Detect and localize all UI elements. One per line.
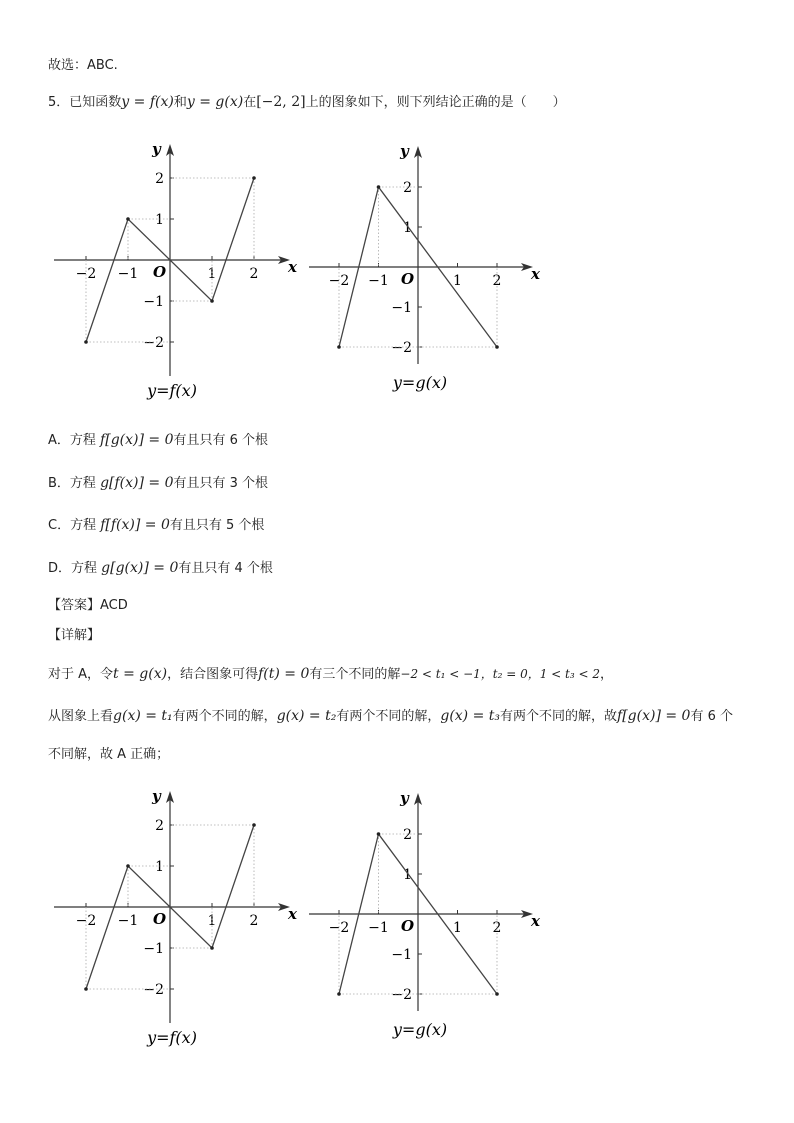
graph-f-bottom-x-label: x <box>288 905 297 923</box>
stem-interval: [−2, 2] <box>256 94 306 110</box>
option-a <box>48 430 268 451</box>
graph-g-top-caption: y=g(x) <box>392 373 448 392</box>
graph-f-bottom <box>50 785 295 1055</box>
detail-l2-eq4: f[g(x)] = 0 <box>617 708 691 724</box>
graph-f-bottom-vertex-point <box>126 864 130 868</box>
graph-f-bottom-origin-label: O <box>153 910 167 928</box>
graph-f-bottom-y-tick-label: 2 <box>155 818 164 834</box>
detail-l1-text-c: 有三个不同的解 <box>309 667 401 682</box>
detail-line-1 <box>48 664 613 685</box>
graph-f-top-x-tick-label: −2 <box>75 266 97 282</box>
option-c-label: C．方程 <box>48 518 97 533</box>
option-a-label: A．方程 <box>48 433 96 448</box>
graph-f-bottom-y-tick-label: −2 <box>143 982 164 998</box>
option-d-text: 有且只有 4 个根 <box>178 561 273 576</box>
graph-f-bottom-x-tick-label: −1 <box>117 913 139 929</box>
option-d-expr: g[g(x)] = 0 <box>101 560 179 576</box>
graph-g-bottom <box>305 787 540 1042</box>
detail-l2-eq3: g(x) = t₃ <box>440 708 501 724</box>
detail-l1-text-d: ， <box>600 667 614 682</box>
stem-text-3: 在 <box>243 95 257 110</box>
graph-f-top-vertex-point <box>252 176 256 180</box>
previous-answer: 故选：ABC. <box>48 58 118 73</box>
option-c-expr: f[f(x)] = 0 <box>100 517 170 533</box>
graph-g-top-vertex-point <box>337 345 341 349</box>
detail-l2-text-b: 有两个不同的解， <box>172 709 277 724</box>
detail-l2-eq2: g(x) = t₂ <box>276 708 337 724</box>
graph-f-top-vertex-point <box>126 217 130 221</box>
graph-g-top-x-label: x <box>531 265 540 283</box>
graph-g-bottom-x-tick-label: −2 <box>328 920 350 936</box>
answer: 【答案】ACD <box>48 598 128 613</box>
detail-l2-text-c: 有两个不同的解， <box>336 709 441 724</box>
graph-g-bottom-x-tick-label: −1 <box>368 920 389 936</box>
graph-g-bottom-caption: y=g(x) <box>392 1020 448 1039</box>
detail-l1-eq1: t = g(x) <box>113 666 168 682</box>
detail-l2-text-d: 有两个不同的解，故 <box>500 709 618 724</box>
detail-heading: 【详解】 <box>48 628 101 643</box>
graph-g-bottom-y-tick-label: −1 <box>391 947 412 963</box>
graph-f-top-y-tick-label: 2 <box>155 171 164 187</box>
graph-g-bottom-vertex-point <box>337 992 341 996</box>
graph-g-bottom-x-tick-label: 2 <box>492 920 502 936</box>
graph-g-bottom-y-tick-label: 1 <box>403 867 412 883</box>
graph-g-top-x-tick-label: 2 <box>492 273 502 289</box>
option-a-expr: f[g(x)] = 0 <box>100 432 174 448</box>
option-c <box>48 515 264 536</box>
graph-g-bottom-origin-label: O <box>401 917 415 935</box>
question-stem <box>48 92 566 113</box>
graph-f-top-y-label: y <box>152 140 161 158</box>
graph-f-top-y-tick-label: −2 <box>143 335 164 351</box>
option-b-expr: g[f(x)] = 0 <box>100 475 174 491</box>
graph-g-top-origin-label: O <box>401 270 415 288</box>
graph-f-top-x-tick-label: 1 <box>207 266 217 282</box>
detail-l1-text-b: ，结合图象可得 <box>167 667 259 682</box>
option-b-text: 有且只有 3 个根 <box>173 476 269 491</box>
graph-g-top-x-tick-label: −2 <box>328 273 350 289</box>
graph-f-top-caption: y=f(x) <box>147 381 197 400</box>
graph-f-top-x-tick-label: −1 <box>117 266 139 282</box>
question-number: 5． <box>48 95 70 110</box>
detail-l2-text-a: 从图象上看 <box>48 709 114 724</box>
graph-f-bottom-caption: y=f(x) <box>147 1028 197 1047</box>
stem-eq-g: y = g(x) <box>186 94 244 110</box>
option-c-text: 有且只有 5 个根 <box>169 518 265 533</box>
graph-g-bottom-y-label: y <box>400 789 409 807</box>
detail-l2-text-e: 有 6 个 <box>690 709 734 724</box>
detail-line-3: 不同解，故 A 正确； <box>48 747 170 762</box>
graph-g-top-y-label: y <box>400 142 409 160</box>
graph-f-bottom-y-label: y <box>152 787 161 805</box>
graph-g-top <box>305 140 540 395</box>
stem-text-4: 上的图象如下，则下列结论正确的是（ ） <box>305 95 566 110</box>
graph-f-bottom-vertex-point <box>252 823 256 827</box>
detail-l1-eq3: −2 < t₁ < −1，t₂ = 0，1 < t₃ < 2 <box>400 667 600 681</box>
option-b <box>48 473 268 494</box>
detail-l1-eq2: f(t) = 0 <box>258 666 310 682</box>
option-a-text: 有且只有 6 个根 <box>173 433 269 448</box>
graph-f-top-vertex-point <box>84 340 88 344</box>
option-d <box>48 558 273 579</box>
option-d-label: D．方程 <box>48 561 98 576</box>
graph-f-top-x-label: x <box>288 258 297 276</box>
graph-g-top-y-tick-label: −1 <box>391 300 412 316</box>
graph-g-bottom-x-tick-label: 1 <box>453 920 462 936</box>
graph-f-top-y-tick-label: 1 <box>155 212 164 228</box>
graph-f-bottom-vertex-point <box>84 987 88 991</box>
graph-g-top-vertex-point <box>377 185 381 189</box>
graph-f-bottom-vertex-point <box>210 946 214 950</box>
graph-g-bottom-y-tick-label: −2 <box>391 987 412 1003</box>
graph-f-bottom-x-tick-label: 2 <box>249 913 259 929</box>
graph-g-top-y-tick-label: 1 <box>403 220 412 236</box>
graph-g-bottom-vertex-point <box>495 992 499 996</box>
graph-g-bottom-vertex-point <box>377 832 381 836</box>
stem-text-2: 和 <box>173 95 187 110</box>
graph-g-top-y-tick-label: 2 <box>403 180 412 196</box>
graph-g-top-vertex-point <box>495 345 499 349</box>
graph-g-top-x-tick-label: −1 <box>368 273 389 289</box>
detail-l1-text-a: 对于 A，令 <box>48 667 114 682</box>
graph-f-top <box>50 138 295 408</box>
graph-f-top-x-tick-label: 2 <box>249 266 259 282</box>
graph-f-bottom-y-tick-label: 1 <box>155 859 164 875</box>
graph-g-top-y-tick-label: −2 <box>391 340 412 356</box>
option-b-label: B．方程 <box>48 476 96 491</box>
graph-f-bottom-x-tick-label: 1 <box>207 913 217 929</box>
graph-f-top-vertex-point <box>210 299 214 303</box>
graph-f-top-origin-label: O <box>153 263 167 281</box>
graph-f-bottom-x-tick-label: −2 <box>75 913 97 929</box>
detail-line-2 <box>48 706 733 727</box>
graph-f-top-y-tick-label: −1 <box>143 294 164 310</box>
graph-g-top-x-tick-label: 1 <box>453 273 462 289</box>
stem-text-1: 已知函数 <box>69 95 122 110</box>
graph-g-bottom-x-label: x <box>531 912 540 930</box>
graph-g-bottom-y-tick-label: 2 <box>403 827 412 843</box>
detail-l2-eq1: g(x) = t₁ <box>113 708 173 724</box>
graph-f-bottom-y-tick-label: −1 <box>143 941 164 957</box>
stem-eq-f: y = f(x) <box>121 94 174 110</box>
